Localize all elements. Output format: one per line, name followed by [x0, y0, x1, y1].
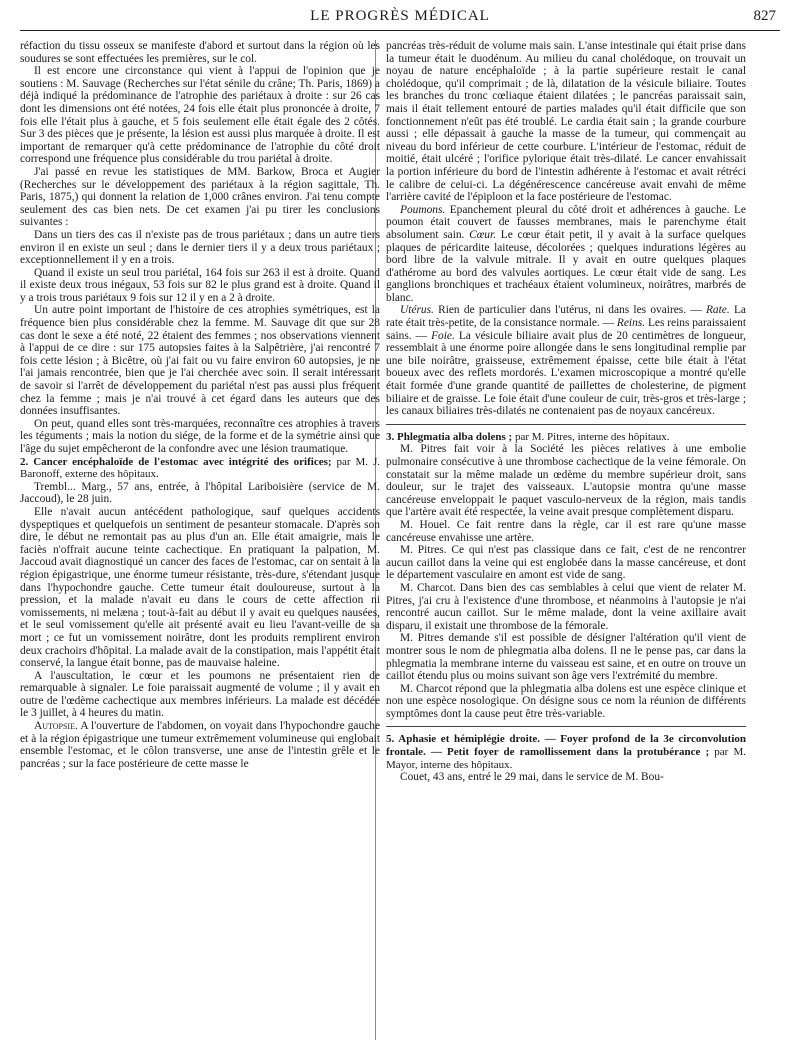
- paragraph-text: Le cœur était petit, il y avait à la surface quelques plaques de péricardite laiteuse, décolorées ; quelques indurations légères au bord libre de la valvule mitrale. Il y avait en outre quelques plaques d'athérome au bord des valvules aortiques. Le cœur était vide de sang. Les ganglions bronchiques et trachéaux étaient volumineux, noirâtres, marbrés de blanc.: [386, 228, 746, 304]
- section-heading: [20, 456, 380, 481]
- paragraph: M. Charcot répond que la phlegmatia alba dolens est une espèce clinique et non une espèce nosologique. On désigne sous ce nom la réunion de différents symptômes dont la cause peut être très-variable.: [386, 682, 746, 720]
- section-author: par M. J. Baronoff, externe des hôpitaux.: [20, 455, 380, 481]
- section-author: par M. Mayor, interne des hôpitaux.: [386, 746, 746, 771]
- journal-title: LE PROGRÈS MÉDICAL: [310, 8, 490, 24]
- section-title: 3. Phlegmatia alba dolens ;: [386, 430, 513, 443]
- paragraph-lead: Reins.: [616, 317, 646, 330]
- right-column: [386, 40, 746, 784]
- paragraph-lead: Autopsie.: [34, 720, 78, 733]
- paragraph: M. Pitres demande s'il est possible de désigner l'altération qu'il vient de montrer sous le nom de phlegmatia alba dolens. Il ne le pense pas, car dans la phlegmatia la membrane interne du vaisseau est saine, et en outre on trouve un caillot étendu plus ou moins suivant son âge vers l'extrémité du membre.: [386, 632, 746, 683]
- paragraph: M. Pitres. Ce qui n'est pas classique dans ce fait, c'est de ne rencontrer aucun caillot dans la veine qui est englobée dans la masse cancéreuse, et dont le département vasculaire en amont est vide de sang.: [386, 544, 746, 582]
- paragraph-text: La rate était très-petite, de la consistance normale. —: [386, 304, 746, 330]
- paragraph-text: Epanchement pleural du côté droit et adhérences à gauche. Le poumon était couvert de fausses membranes, mais le parenchyme était absolument sain.: [386, 203, 746, 241]
- paragraph: [386, 204, 746, 305]
- section-title: 5. Aphasie et hémiplégie droite. — Foyer profond de la 3e circonvolution frontale. — Petit foyer de ramollissement dans la protubérance ;: [386, 733, 746, 759]
- section-heading: [386, 733, 746, 771]
- paragraph: On peut, quand elles sont très-marquées, reconnaître ces atrophies à travers les téguments ; mais la notion du siége, de la forme et de la symétrie ainsi que l'âge du sujet empêcheront de la confondre avec une lésion traumatique.: [20, 417, 380, 455]
- section-separator: [386, 726, 746, 727]
- paragraph: J'ai passé en revue les statistiques de MM. Barkow, Broca et Augier (Recherches sur le développement des pariétaux à la région sagittale, Th. Paris, 1875,) qui donnent la relation de 1,000 crânes environ. J'ai tenu compte seulement des cas bien nets. De cet examen j'ai pu tirer les conclusions suivantes :: [20, 165, 380, 229]
- paragraph-text: Les reins paraissaient sains. —: [386, 317, 746, 342]
- section-heading: [386, 431, 746, 444]
- paragraph: Il est encore une circonstance qui vient à l'appui de l'opinion que je soutiens : M. Sauvage (Recherches sur l'état sénile du crâne; Th. Paris, 1869) a déjà indiqué la prédominance de l'atrophie des pariétaux à droite : sur 26 cas dont les dimensions ont été notées, 24 fois elle était plus prononcée à droite, 7 fois elle l'était plus à gauche, et 5 fois seulement elle était égale des 2 côtés. Sur 3 des pièces que je présente, la lésion est aussi plus marquée à droite. Il est important de remarquer qu'à cette prédominance de l'atrophie du côté droit correspond une fréquence plus considérable du trou pariétal à droite.: [20, 65, 380, 166]
- section-author: par M. Pitres, interne des hôpitaux.: [514, 430, 670, 443]
- page-number: 827: [753, 8, 776, 24]
- paragraph: M. Charcot. Dans bien des cas semblables à celui que vient de relater M. Pitres, j'ai cru à l'existence d'une thrombose, et néanmoins à l'autopsie je n'ai rencontré aucun caillot. Sur le même malade, dont la veine axillaire avait disparu, il existait une thrombose de la fémorale.: [386, 581, 746, 632]
- paragraph-text: Rien de particulier dans l'utérus, ni dans les ovaires. —: [438, 304, 702, 317]
- section-title: 2. Cancer encéphaloïde de l'estomac avec intégrité des orifices;: [20, 455, 332, 468]
- paragraph: Trembl... Marg., 57 ans, entrée, à l'hôpital Lariboisière (service de M. Jaccoud), le 28 juin.: [20, 480, 380, 506]
- paragraph: M. Pitres fait voir à la Société les pièces relatives à une embolie pulmonaire consécutive à une thrombose cachectique de la veine fémorale. On constatait sur la même malade un œdème du membre supérieur droit, sans douleur, sur le trajet des vaisseaux. L'autopsie montra qu'une masse cancéreuse enveloppait le paquet vasculo-nerveux de la région, mais tandis que l'artère avait été respectée, la veine avait presque complètement disparu.: [386, 443, 746, 519]
- page-header: [20, 8, 780, 31]
- paragraph: Un autre point important de l'histoire de ces atrophies symétriques, est la fréquence bien plus considérable chez la femme. M. Sauvage dit que sur 28 cas dont le sexe a été noté, 22 étaient des femmes ; nos observations viennent à l'appui de ce dire : sur 175 autopsies faites à la Salpêtrière, j'ai rencontré 7 fois cette lésion ; à Bicêtre, où j'ai fait ou vu faire environ 60 autopsies, je ne l'ai jamais rencontrée, bien que je l'ai cherchée avec soin. Il serait intéressant de savoir si l'arrêt de développement du pariétal n'est pas aussi plus fréquent chez la femme ; mais je n'ai trouvé à cet égard dans les auteurs que des données insuffisantes.: [20, 304, 380, 418]
- paragraph: Quand il existe un seul trou pariétal, 164 fois sur 263 il est à droite. Quand il existe deux trous inégaux, 53 fois sur 82 le plus grand est à droite. Quand il y a trois trous pariétaux 9 fois sur 12 il y en a 2 à droite.: [20, 266, 380, 304]
- paragraph: Dans un tiers des cas il n'existe pas de trous pariétaux ; dans un autre tiers environ il en existe un seul ; dans le dernier tiers il y a deux trous pariétaux ; exceptionnellement il y en a trois.: [20, 228, 380, 267]
- paragraph-text: La vésicule biliaire avait plus de 20 centimètres de longueur, ressemblait à une énorme poire allongée dans le sens longitudinal remplie par une bile noirâtre, graisseuse, extrêmement épaisse, cette bile était à l'état boueux avec des reflets mordorés. L'examen microscopique a montré qu'elle était formée d'une grande quantité de paillettes de cholesterine, de pigment biliaire et de graisse. Le foie était d'une couleur de cuir, très-gros et très-large ; les canaux biliaires très-dilatés ne contenaient pas de noyaux cancéreux.: [386, 329, 746, 418]
- paragraph: réfaction du tissu osseux se manifeste d'abord et surtout dans la région où les soudures se sont effectuées les premières, sur le col.: [20, 40, 380, 65]
- paragraph: [386, 304, 746, 417]
- paragraph: pancréas très-réduit de volume mais sain. L'anse intestinale qui était prise dans la tumeur était le duodénum. Au milieu du canal cholédoque, on trouvait un noyau de nature encéphaloïde ; à la partie supérieure restait le canal cholédoque, qu'il comprimait ; de là, dilatation de la vésicule biliaire. Toutes les branches du tronc cœliaque étaient dilatées ; le pancréas paraissait sain, mais il était tellement entouré de parties malades qu'il était difficile que son fonctionnement n'eût pas été troublé. Le cardia était sain ; la grande courbure aussi ; elle dépassait à gauche la masse de la tumeur, qui commençait au niveau du bord inférieur de cette courbure. L'intérieur de l'estomac, réduit de moitié, était ulcéré ; l'orifice pylorique était très-dilaté. Le cancer envahissait la portion inférieure du bord de l'intestin adhérente à l'estomac et avait rétréci le calibre de celui-ci. La dégénérescence cancéreuse avait envahi de même l'arrière cavité de l'épiploon et la face postérieure de l'estomac.: [386, 40, 746, 204]
- paragraph-text: A l'ouverture de l'abdomen, on voyait dans l'hypochondre gauche et à la région épigastrique une tumeur extrêmement volumineuse qui englobait ensemble l'estomac, et le côlon transverse, une anse de l'intestin grêle et le pancréas ; sur la face postérieure de cette masse le: [20, 720, 380, 770]
- paragraph: [20, 720, 380, 770]
- paragraph-lead: Foie.: [431, 329, 455, 342]
- paragraph-lead: Poumons.: [400, 203, 446, 216]
- section-separator: [386, 424, 746, 425]
- paragraph: Couet, 43 ans, entré le 29 mai, dans le service de M. Bou-: [400, 771, 664, 784]
- left-column: [20, 40, 380, 770]
- paragraph: A l'auscultation, le cœur et les poumons ne présentaient rien de remarquable à signaler. Le foie paraissait augmenté de volume ; il y avait en outre de l'œdème cachectique aux membres inférieurs. La malade est décédée le 3 juillet, à 4 heures du matin.: [20, 669, 380, 720]
- paragraph-lead: Utérus.: [400, 304, 434, 317]
- paragraph-lead: Cœur.: [469, 228, 497, 241]
- paragraph: M. Houel. Ce fait rentre dans la règle, car il est rare qu'une masse cancéreuse envahisse une artère.: [386, 518, 746, 544]
- paragraph: Elle n'avait aucun antécédent pathologique, sauf quelques accidents dyspeptiques et quelquefois un sentiment de pesanteur stomacale. D'après son dire, le début ne remontait pas au plus d'un an. Elle était amaigrie, mais le faciès n'offrait aucune teinte cachectique. En pratiquant la palpation, M. Jaccoud avait diagnostiqué un cancer des faces de l'estomac, car on sentait à la région épigastrique, une énorme tumeur résistante, très-dure, s'étendant jusque dans l'hypochondre gauche. Cette tumeur était douloureuse, surtout à la pression, et la malade n'avait eu dans le cours de cette affection ni vomissements, ni melæna ; tout-à-fait au début il y avait eu quelques nausées, et le seul vomissement qu'elle ait présenté avait eu lieu l'avant-veille de sa mort ; ce fut un vomissement noirâtre, dont les produits remplirent environ deux crachoirs d'hôpital. La malade avait de la constipation, mais l'appétit était conservé, la langue était bonne, pas de mauvaise haleine.: [20, 505, 380, 670]
- paragraph-lead: Rate.: [705, 304, 730, 317]
